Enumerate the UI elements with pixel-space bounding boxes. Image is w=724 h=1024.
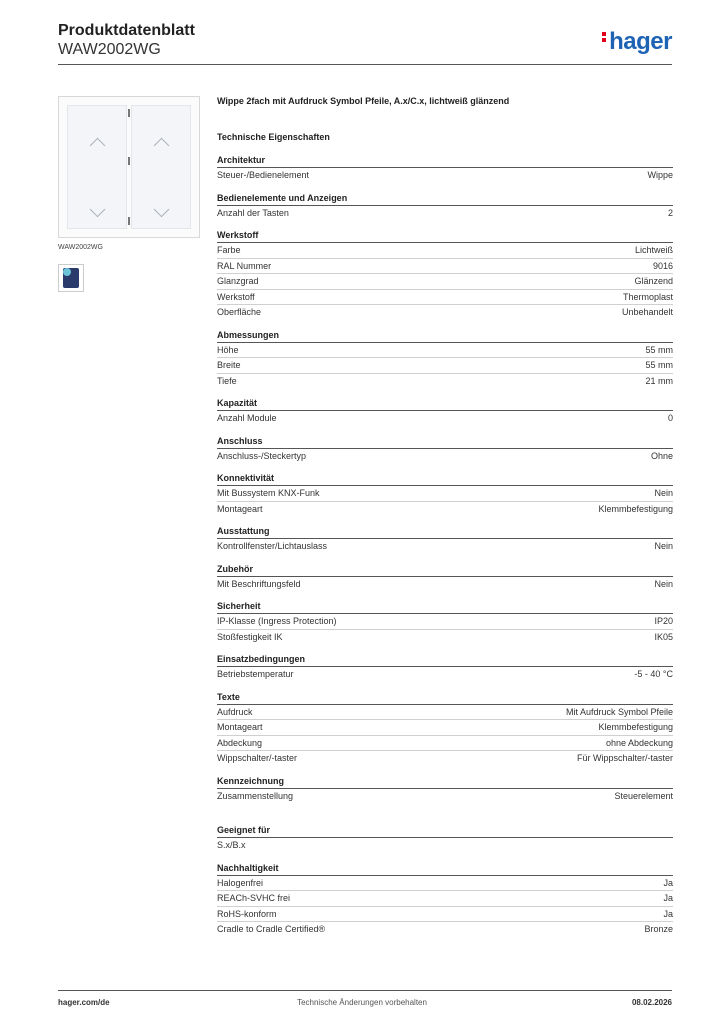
rocker-left [67,105,127,229]
spec-label: Breite [217,360,241,370]
spec-value: 21 mm [645,375,673,386]
logo-dots-icon [602,30,607,44]
spec-row [217,206,673,221]
spec-value: IK05 [654,631,673,642]
spec-value: 2 [667,207,673,218]
section-title: Abmessungen [217,330,673,343]
arrow-down-icon [154,202,170,218]
spec-value: Ja [663,877,673,888]
section-title: Texte [217,692,673,705]
spec-row [217,751,673,766]
spec-row [217,486,673,502]
spec-value: Bronze [644,924,673,934]
spec-label: Betriebstemperatur [217,669,294,679]
spec-value: 9016 [652,260,673,271]
spec-row [217,290,673,306]
section-title: Nachhaltigkeit [217,863,673,876]
section-title: Kennzeichnung [217,776,673,789]
spec-value: Nein [654,578,673,589]
spec-section [217,601,673,644]
rocker-mark [128,217,130,225]
spec-label: RoHS-konform [217,908,277,919]
section-title: Zubehör [217,564,673,577]
section-title: Bedienelemente und Anzeigen [217,193,673,206]
spec-value: Für Wippschalter/-taster [576,753,673,763]
image-caption: WAW2002WG [58,244,103,251]
spec-section [217,436,673,464]
spec-value: -5 - 40 °C [634,669,673,679]
spec-section [217,398,673,426]
footer-date: 08.02.2026 [631,998,672,1007]
spec-label: Werkstoff [217,291,255,302]
section-title: Architektur [217,155,673,168]
spec-value: Steuerelement [614,790,673,801]
spec-content [217,96,673,947]
spec-value: 55 mm [645,344,673,355]
spec-value: Klemmbefestigung [598,722,673,732]
spec-value: Nein [654,541,673,551]
spec-label: Glanzgrad [217,276,259,286]
spec-label: Farbe [217,245,241,255]
certification-badge-icon [58,264,84,292]
spec-row [217,449,673,464]
spec-section [217,155,673,183]
spec-sections [217,155,673,937]
spec-section [217,863,673,937]
spec-row [217,259,673,275]
spec-row [217,720,673,736]
spec-row [217,243,673,259]
spec-label: Montageart [217,503,263,514]
spec-section [217,526,673,554]
section-title: Geeignet für [217,825,673,838]
section-gap [217,813,673,825]
spec-value: Nein [654,488,673,498]
spec-value: Unbehandelt [621,307,673,317]
rocker-mark [128,109,130,117]
spec-row [217,667,673,682]
spec-row [217,411,673,426]
spec-row [217,789,673,804]
arrow-up-icon [154,138,170,154]
spec-label: Halogenfrei [217,877,264,888]
spec-row [217,891,673,907]
spec-label: Steuer-/Bedienelement [217,170,310,180]
spec-label: Anzahl Module [217,413,277,423]
spec-label: Mit Bussystem KNX-Funk [217,488,320,498]
spec-label: Tiefe [217,375,237,386]
spec-value: Ja [663,908,673,919]
spec-label: Anschluss-/Steckertyp [217,450,307,461]
spec-section [217,230,673,320]
spec-row [217,736,673,752]
spec-row [217,502,673,517]
section-title: Sicherheit [217,601,673,614]
spec-label: RAL Nummer [217,260,272,271]
spec-row [217,705,673,721]
spec-section [217,776,673,804]
rocker-mark [128,157,130,165]
spec-row [217,876,673,892]
spec-section [217,654,673,682]
spec-value: 55 mm [645,360,673,370]
spec-label: Cradle to Cradle Certified® [217,924,326,934]
spec-row [217,922,673,937]
spec-value: Mit Aufdruck Symbol Pfeile [565,706,673,717]
spec-value: IP20 [654,616,673,626]
spec-label: Aufdruck [217,706,253,717]
spec-value: Lichtweiß [634,245,673,255]
footer-notice: Technische Änderungen vorbehalten [297,998,427,1007]
arrow-up-icon [90,138,106,154]
spec-label: Kontrollfenster/Lichtauslass [217,541,328,551]
spec-label: Oberfläche [217,307,262,317]
arrow-down-icon [90,202,106,218]
section-title: Ausstattung [217,526,673,539]
spec-section [217,825,673,853]
spec-label: Montageart [217,722,263,732]
spec-section [217,473,673,516]
spec-value: 0 [667,413,673,423]
spec-value: Ja [663,893,673,903]
product-name: Wippe 2fach mit Aufdruck Symbol Pfeile, A.x/C.x, lichtweiß glänzend [217,96,510,106]
spec-label: Anzahl der Tasten [217,207,289,218]
spec-value: ohne Abdeckung [605,737,673,748]
spec-value: Wippe [647,170,673,180]
spec-section [217,330,673,389]
spec-section [217,193,673,221]
spec-value: Glänzend [634,276,673,286]
spec-label: S.x/B.x [217,840,246,850]
spec-row [217,358,673,374]
spec-row [217,305,673,320]
spec-label: REACh-SVHC frei [217,893,291,903]
spec-row [217,374,673,389]
spec-row [217,274,673,290]
product-image [58,96,200,238]
document-subtitle: WAW2002WG [58,41,161,58]
section-title: Anschluss [217,436,673,449]
spec-row [217,838,673,853]
section-title: Kapazität [217,398,673,411]
spec-section [217,564,673,592]
hager-logo [602,28,672,56]
footer-divider [58,990,672,991]
spec-row [217,614,673,630]
logo-text: hager [609,28,672,55]
tech-properties-title: Technische Eigenschaften [217,132,330,142]
spec-label: Höhe [217,344,239,355]
footer-website[interactable]: hager.com/de [58,998,110,1007]
spec-label: Mit Beschriftungsfeld [217,578,301,589]
section-title: Einsatzbedingungen [217,654,673,667]
spec-label: Abdeckung [217,737,263,748]
spec-label: Wippschalter/-taster [217,753,298,763]
spec-value: Klemmbefestigung [598,503,673,514]
spec-section [217,692,673,766]
spec-row [217,539,673,554]
document-title: Produktdatenblatt [58,22,195,39]
header [58,22,195,60]
spec-row [217,630,673,645]
spec-label: Stoßfestigkeit IK [217,631,283,642]
spec-row [217,343,673,359]
rocker-right [131,105,191,229]
spec-value: Ohne [650,450,673,461]
spec-label: Zusammenstellung [217,790,294,801]
spec-row [217,577,673,592]
header-divider [58,64,672,65]
section-title: Konnektivität [217,473,673,486]
spec-row [217,168,673,183]
spec-label: IP-Klasse (Ingress Protection) [217,616,337,626]
section-title: Werkstoff [217,230,673,243]
spec-row [217,907,673,923]
spec-value: Thermoplast [622,291,673,302]
